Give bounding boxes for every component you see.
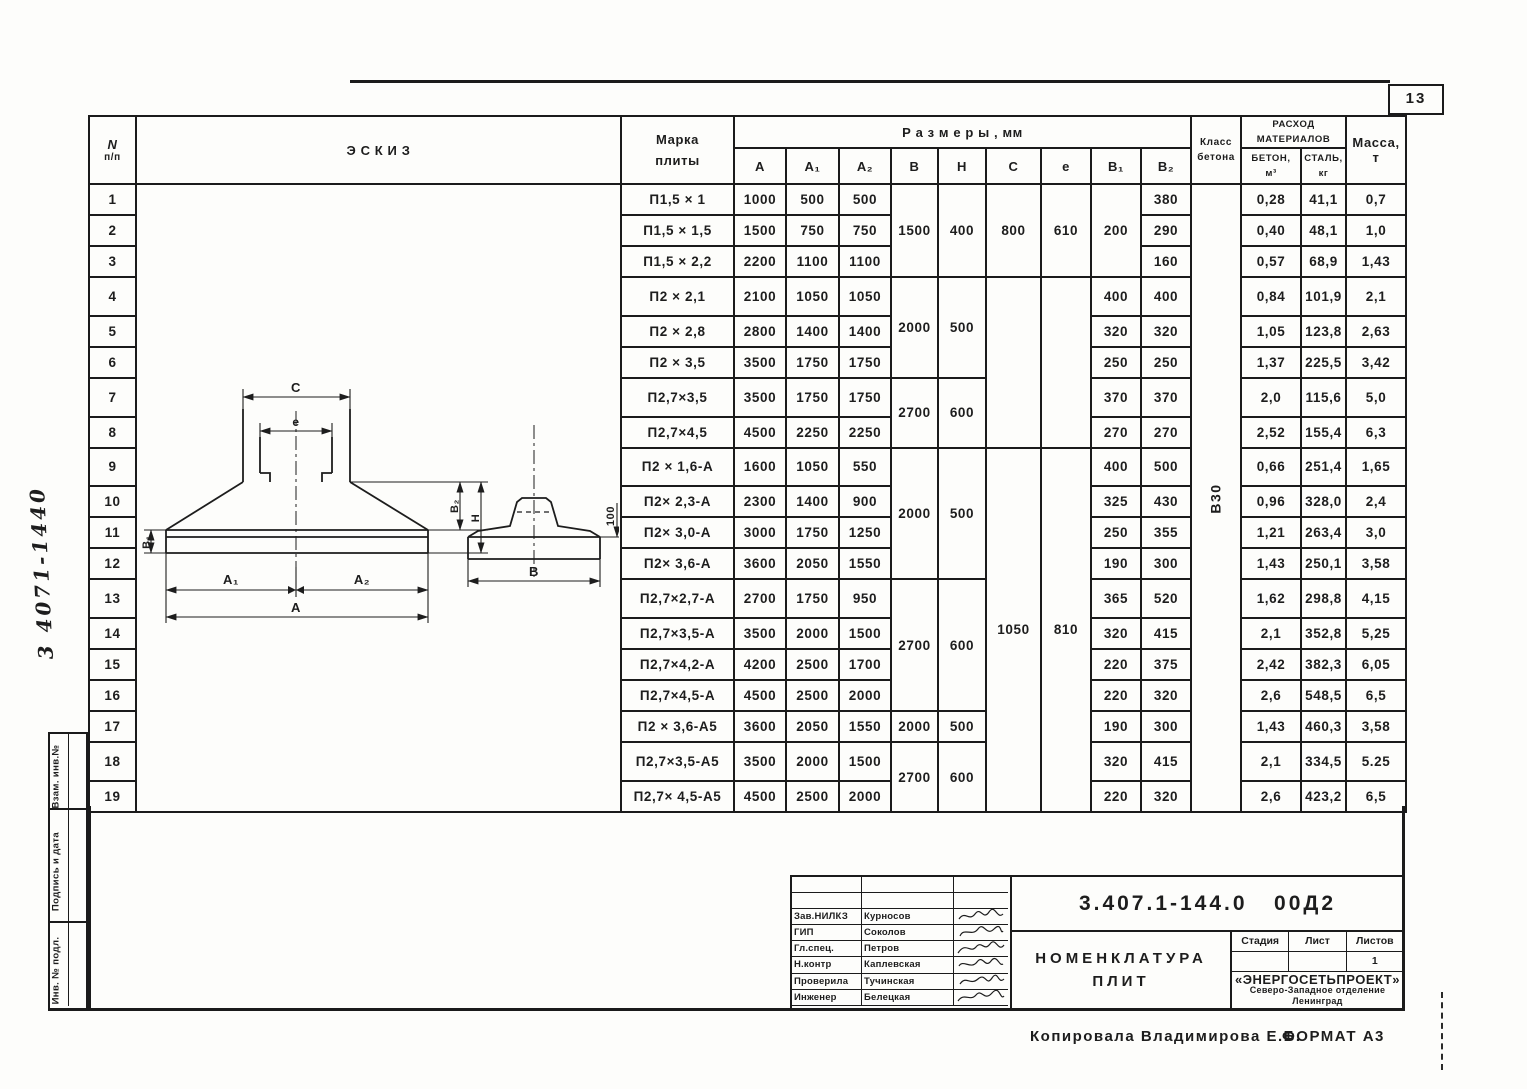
- cell-a: 3000: [734, 517, 786, 548]
- format-note: ФОРМАТ А3: [1282, 1028, 1385, 1045]
- signature: [954, 990, 1008, 1006]
- cell-mark: П1,5 × 1: [621, 184, 734, 215]
- cell-b: 2000: [891, 277, 938, 378]
- cell-concrete: 0,66: [1241, 448, 1301, 487]
- cell-steel: 460,3: [1301, 711, 1346, 742]
- cell-b: 1500: [891, 184, 938, 277]
- cell-a2: 1500: [839, 618, 891, 649]
- cell-steel: 298,8: [1301, 579, 1346, 618]
- cell-a: 3500: [734, 618, 786, 649]
- cell-a1: 2000: [786, 742, 839, 781]
- cell-a1: 1750: [786, 517, 839, 548]
- signature: [954, 925, 1008, 941]
- copied-by-note: Копировала Владимирова Е.Б.: [1030, 1028, 1302, 1045]
- cell-a1: 1400: [786, 486, 839, 517]
- cell-steel: 123,8: [1301, 316, 1346, 347]
- cell-a1: 1750: [786, 579, 839, 618]
- cell-b1: 400: [1091, 277, 1141, 316]
- cell-mass: 2,63: [1346, 316, 1406, 347]
- dim-label-h: H: [470, 513, 482, 523]
- cell-mass: 3,42: [1346, 347, 1406, 378]
- table-row: [89, 184, 1406, 215]
- cell-a2: 500: [839, 184, 891, 215]
- person-name: Курносов: [862, 909, 954, 925]
- cell-mass: 1,43: [1346, 246, 1406, 277]
- margin-doc-code: 3 4071-1440: [24, 485, 58, 660]
- cell-concrete: 2,6: [1241, 781, 1301, 812]
- cell-steel: 251,4: [1301, 448, 1346, 487]
- person-role: Гл.спец.: [792, 941, 862, 957]
- header-consumption: РАСХОД МАТЕРИАЛОВ: [1241, 116, 1346, 148]
- row-number: 17: [89, 711, 136, 742]
- row-number: 12: [89, 548, 136, 579]
- row-number: 6: [89, 347, 136, 378]
- row-number: 8: [89, 417, 136, 448]
- cell-a1: 1050: [786, 277, 839, 316]
- cell-steel: 423,2: [1301, 781, 1346, 812]
- cell-a2: 2000: [839, 680, 891, 711]
- cell-a2: 1550: [839, 711, 891, 742]
- cell-h: 500: [938, 711, 986, 742]
- page-number: 13: [1388, 84, 1444, 115]
- person-role: Инженер: [792, 990, 862, 1006]
- cell-concrete: 1,21: [1241, 517, 1301, 548]
- cell-a2: 2000: [839, 781, 891, 812]
- cell-a: 3500: [734, 378, 786, 417]
- cell-mass: 3,0: [1346, 517, 1406, 548]
- cell-a: 1600: [734, 448, 786, 487]
- cell-a: 3600: [734, 548, 786, 579]
- cell-mass: 3,58: [1346, 711, 1406, 742]
- row-number: 9: [89, 448, 136, 487]
- person-name: Белецкая: [862, 990, 954, 1006]
- cell-c: 800: [986, 184, 1041, 277]
- stamp-cell-inv: [50, 923, 86, 1006]
- cell-concrete: 1,37: [1241, 347, 1301, 378]
- cell-a2: 1750: [839, 378, 891, 417]
- cell-concrete: 2,0: [1241, 378, 1301, 417]
- cell-b1: 320: [1091, 316, 1141, 347]
- cell-b2: 500: [1141, 448, 1191, 487]
- header-col-b1: B₁: [1091, 148, 1141, 184]
- cell-concrete: 2,52: [1241, 417, 1301, 448]
- header-col-h: H: [938, 148, 986, 184]
- cell-b1: 250: [1091, 517, 1141, 548]
- cell-concrete: 0,96: [1241, 486, 1301, 517]
- header-num: N п/п: [89, 116, 136, 184]
- cell-b: 2700: [891, 742, 938, 812]
- row-number: 14: [89, 618, 136, 649]
- cell-steel: 263,4: [1301, 517, 1346, 548]
- cell-steel: 548,5: [1301, 680, 1346, 711]
- cell-mark: П2,7× 4,5-А5: [621, 781, 734, 812]
- cell-a: 2300: [734, 486, 786, 517]
- cell-mass: 1,0: [1346, 215, 1406, 246]
- cell-concrete: 1,05: [1241, 316, 1301, 347]
- cell-mark: П2,7×3,5-А5: [621, 742, 734, 781]
- header-col-c: C: [986, 148, 1041, 184]
- dim-label-b: B: [529, 564, 539, 579]
- cell-e: [1041, 277, 1091, 448]
- cell-a: 3500: [734, 347, 786, 378]
- header-col-b2: B₂: [1141, 148, 1191, 184]
- cell-concrete: 2,1: [1241, 618, 1301, 649]
- cell-steel: 382,3: [1301, 649, 1346, 680]
- dim-label-a1: A₁: [223, 572, 239, 587]
- cell-a1: 2050: [786, 711, 839, 742]
- sheets-label: Листов: [1356, 935, 1394, 947]
- cell-b2: 400: [1141, 277, 1191, 316]
- cell-a: 1000: [734, 184, 786, 215]
- cell-b1: 320: [1091, 742, 1141, 781]
- cell-a2: 1050: [839, 277, 891, 316]
- header-col-steel: СТАЛЬ, кг: [1301, 148, 1346, 184]
- cell-mark: П2,7×3,5-А: [621, 618, 734, 649]
- cell-h: 600: [938, 579, 986, 711]
- header-mark: Марка плиты: [621, 116, 734, 184]
- cell-mark: П1,5 × 2,2: [621, 246, 734, 277]
- dim-label-b1: B₁: [141, 535, 153, 549]
- cell-mass: 6,05: [1346, 649, 1406, 680]
- cell-mass: 4,15: [1346, 579, 1406, 618]
- cell-a1: 2500: [786, 649, 839, 680]
- cell-mark: П2,7×3,5: [621, 378, 734, 417]
- row-number: 1: [89, 184, 136, 215]
- cell-mass: 5,25: [1346, 618, 1406, 649]
- cell-mark: П2,7×4,5-А: [621, 680, 734, 711]
- cell-steel: 155,4: [1301, 417, 1346, 448]
- cell-a1: 1400: [786, 316, 839, 347]
- cell-e: 810: [1041, 448, 1091, 812]
- drawing-title: НОМЕНКЛАТУРА ПЛИТ: [1012, 932, 1232, 1008]
- cell-concrete: 1,62: [1241, 579, 1301, 618]
- cell-h: 600: [938, 742, 986, 812]
- cell-mass: 6,5: [1346, 781, 1406, 812]
- left-frame-line: [88, 806, 91, 1010]
- cell-a1: 1750: [786, 378, 839, 417]
- cell-a1: 1050: [786, 448, 839, 487]
- cell-concrete: 1,43: [1241, 711, 1301, 742]
- cell-a2: 950: [839, 579, 891, 618]
- dim-label-c: C: [291, 380, 301, 395]
- stamp-label-inv: Инв. № подл.: [50, 936, 62, 1004]
- header-col-e: e: [1041, 148, 1091, 184]
- cell-h: 500: [938, 448, 986, 580]
- cell-steel: 101,9: [1301, 277, 1346, 316]
- person-role: Проверила: [792, 974, 862, 990]
- cell-mass: 5,0: [1346, 378, 1406, 417]
- cell-mark: П2 × 2,8: [621, 316, 734, 347]
- cell-steel: 352,8: [1301, 618, 1346, 649]
- cell-a1: 2050: [786, 548, 839, 579]
- header-col-concrete: БЕТОН, м³: [1241, 148, 1301, 184]
- cell-a1: 2000: [786, 618, 839, 649]
- row-number: 7: [89, 378, 136, 417]
- cell-mass: 0,7: [1346, 184, 1406, 215]
- top-frame-line: [350, 80, 1390, 83]
- cell-concrete: 2,42: [1241, 649, 1301, 680]
- cell-mass: 6,3: [1346, 417, 1406, 448]
- sketch-cell: [136, 184, 621, 812]
- sheet-label: Лист: [1289, 932, 1346, 951]
- cell-mark: П2× 3,0-А: [621, 517, 734, 548]
- cell-b1: 250: [1091, 347, 1141, 378]
- cell-b2: 375: [1141, 649, 1191, 680]
- cell-mass: 3,58: [1346, 548, 1406, 579]
- person-name: Соколов: [862, 925, 954, 941]
- cell-b2: 270: [1141, 417, 1191, 448]
- cell-h: 600: [938, 378, 986, 448]
- stamp-label-podpis: Подпись и дата: [50, 831, 62, 911]
- cell-b1: 190: [1091, 548, 1141, 579]
- header-col-a: A: [734, 148, 786, 184]
- dim-label-b2: B₂: [449, 498, 461, 514]
- stamp-label-vzam: Взам. инв.№: [50, 744, 62, 809]
- person-name: Тучинская: [862, 974, 954, 990]
- cell-a: 4500: [734, 781, 786, 812]
- cell-steel: 225,5: [1301, 347, 1346, 378]
- person-role: ГИП: [792, 925, 862, 941]
- cell-b1: 190: [1091, 711, 1141, 742]
- cell-a: 2700: [734, 579, 786, 618]
- signatures-table: [792, 877, 1012, 1008]
- signature: [954, 941, 1008, 957]
- cell-a1: 2500: [786, 781, 839, 812]
- cell-b1: 325: [1091, 486, 1141, 517]
- cell-b2: 320: [1141, 781, 1191, 812]
- cell-concrete: 0,40: [1241, 215, 1301, 246]
- cell-steel: 115,6: [1301, 378, 1346, 417]
- cell-concrete: 0,28: [1241, 184, 1301, 215]
- title-block: [790, 875, 1405, 1010]
- cell-a1: 2250: [786, 417, 839, 448]
- row-number: 11: [89, 517, 136, 548]
- cell-a1: 500: [786, 184, 839, 215]
- cell-concrete: 0,57: [1241, 246, 1301, 277]
- row-number: 18: [89, 742, 136, 781]
- cell-c: [986, 277, 1041, 448]
- cell-mark: П2× 3,6-А: [621, 548, 734, 579]
- cell-mass: 2,4: [1346, 486, 1406, 517]
- cell-c: 1050: [986, 448, 1041, 812]
- cell-mark: П2× 2,3-А: [621, 486, 734, 517]
- cell-a2: 1500: [839, 742, 891, 781]
- cell-steel: 48,1: [1301, 215, 1346, 246]
- cell-mass: 5.25: [1346, 742, 1406, 781]
- cell-mark: П2 × 3,5: [621, 347, 734, 378]
- cell-b: 2700: [891, 579, 938, 711]
- cell-b: 2000: [891, 448, 938, 580]
- cell-a: 4200: [734, 649, 786, 680]
- cell-b: 2700: [891, 378, 938, 448]
- cell-b1: 365: [1091, 579, 1141, 618]
- cell-a2: 900: [839, 486, 891, 517]
- cell-b2: 415: [1141, 618, 1191, 649]
- signature: [954, 909, 1008, 925]
- cell-a1: 1100: [786, 246, 839, 277]
- organization: «ЭНЕРГОСЕТЬПРОЕКТ» Северо-Западное отделение Ленинград: [1235, 971, 1400, 1006]
- row-number: 10: [89, 486, 136, 517]
- cell-a2: 1750: [839, 347, 891, 378]
- row-number: 19: [89, 781, 136, 812]
- signature: [954, 974, 1008, 990]
- cell-e: 610: [1041, 184, 1091, 277]
- cell-a: 2100: [734, 277, 786, 316]
- cell-b2: 160: [1141, 246, 1191, 277]
- cell-a: 2800: [734, 316, 786, 347]
- cell-a2: 750: [839, 215, 891, 246]
- cell-b2: 250: [1141, 347, 1191, 378]
- row-number: 5: [89, 316, 136, 347]
- cell-a2: 2250: [839, 417, 891, 448]
- cell-a: 4500: [734, 680, 786, 711]
- stamp-cell-podpis: [50, 810, 86, 923]
- cell-b1: 220: [1091, 781, 1141, 812]
- header-sketch: Э С К И З: [136, 116, 621, 184]
- cell-b2: 320: [1141, 316, 1191, 347]
- cell-b2: 370: [1141, 378, 1191, 417]
- cell-mark: П2 × 2,1: [621, 277, 734, 316]
- cell-a2: 1700: [839, 649, 891, 680]
- cell-a2: 1550: [839, 548, 891, 579]
- cell-concrete: 1,43: [1241, 548, 1301, 579]
- stage-value: [1232, 952, 1289, 971]
- sheet-value: [1289, 952, 1346, 971]
- cell-b2: 415: [1141, 742, 1191, 781]
- person-role: Н.контр: [792, 957, 862, 973]
- cell-b2: 355: [1141, 517, 1191, 548]
- cell-a: 3600: [734, 711, 786, 742]
- cell-mark: П2,7×2,7-А: [621, 579, 734, 618]
- concrete-class-cell: [1191, 184, 1241, 812]
- cell-concrete: 0,84: [1241, 277, 1301, 316]
- cell-mark: П2 × 1,6-А: [621, 448, 734, 487]
- dim-label-a2: A₂: [353, 572, 371, 587]
- cell-steel: 334,5: [1301, 742, 1346, 781]
- cell-b1: 220: [1091, 680, 1141, 711]
- plate-sketch: [138, 185, 619, 808]
- document-number: 3.407.1-144.0 00Д2: [1012, 877, 1403, 932]
- nomenclature-table: [88, 115, 1407, 813]
- cell-a2: 1400: [839, 316, 891, 347]
- row-number: 3: [89, 246, 136, 277]
- cell-concrete: 2,1: [1241, 742, 1301, 781]
- cell-mass: 2,1: [1346, 277, 1406, 316]
- concrete-class-value: В30: [1207, 482, 1224, 514]
- dim-label-a: A: [291, 600, 301, 615]
- cell-a1: 1750: [786, 347, 839, 378]
- cell-a2: 550: [839, 448, 891, 487]
- cell-concrete: 2,6: [1241, 680, 1301, 711]
- cell-mark: П2 × 3,6-А5: [621, 711, 734, 742]
- cell-b2: 290: [1141, 215, 1191, 246]
- cell-steel: 328,0: [1301, 486, 1346, 517]
- cell-b1: 200: [1091, 184, 1141, 277]
- dim-label-e: e: [292, 415, 300, 429]
- cell-b1: 400: [1091, 448, 1141, 487]
- header-mass: Масса, т: [1346, 116, 1406, 184]
- cell-b1: 270: [1091, 417, 1141, 448]
- left-stamp-column: [48, 732, 88, 1010]
- stamp-cell-vzam: [50, 734, 86, 810]
- right-dash-line: [1441, 992, 1443, 1070]
- cell-b2: 520: [1141, 579, 1191, 618]
- dim-label-100: 100: [605, 505, 617, 527]
- row-number: 15: [89, 649, 136, 680]
- cell-steel: 41,1: [1301, 184, 1346, 215]
- cell-h: 400: [938, 184, 986, 277]
- row-number: 2: [89, 215, 136, 246]
- cell-b: 2000: [891, 711, 938, 742]
- cell-b2: 380: [1141, 184, 1191, 215]
- cell-a1: 750: [786, 215, 839, 246]
- cell-h: 500: [938, 277, 986, 378]
- cell-a2: 1250: [839, 517, 891, 548]
- cell-b2: 300: [1141, 548, 1191, 579]
- cell-mark: П2,7×4,2-А: [621, 649, 734, 680]
- cell-mark: П1,5 × 1,5: [621, 215, 734, 246]
- cell-b1: 220: [1091, 649, 1141, 680]
- cell-a2: 1100: [839, 246, 891, 277]
- sheets-value: 1: [1371, 955, 1378, 967]
- cell-mass: 1,65: [1346, 448, 1406, 487]
- header-col-b: B: [891, 148, 938, 184]
- cell-a1: 2500: [786, 680, 839, 711]
- row-number: 13: [89, 579, 136, 618]
- cell-a: 3500: [734, 742, 786, 781]
- header-col-a1: A₁: [786, 148, 839, 184]
- header-col-a2: A₂: [839, 148, 891, 184]
- cell-b1: 320: [1091, 618, 1141, 649]
- cell-b2: 430: [1141, 486, 1191, 517]
- cell-b2: 300: [1141, 711, 1191, 742]
- header-class: Класс бетона: [1191, 116, 1241, 184]
- cell-steel: 250,1: [1301, 548, 1346, 579]
- cell-steel: 68,9: [1301, 246, 1346, 277]
- person-name: Каплевская: [862, 957, 954, 973]
- stage-label: Стадия: [1232, 932, 1289, 951]
- cell-a: 1500: [734, 215, 786, 246]
- cell-a: 4500: [734, 417, 786, 448]
- signature: [954, 957, 1008, 973]
- cell-mark: П2,7×4,5: [621, 417, 734, 448]
- cell-mass: 6,5: [1346, 680, 1406, 711]
- person-name: Петров: [862, 941, 954, 957]
- row-number: 16: [89, 680, 136, 711]
- cell-a: 2200: [734, 246, 786, 277]
- row-number: 4: [89, 277, 136, 316]
- cell-b1: 370: [1091, 378, 1141, 417]
- person-role: Зав.НИЛКЗ: [792, 909, 862, 925]
- header-sizes: Р а з м е р ы , мм: [734, 116, 1191, 148]
- cell-b2: 320: [1141, 680, 1191, 711]
